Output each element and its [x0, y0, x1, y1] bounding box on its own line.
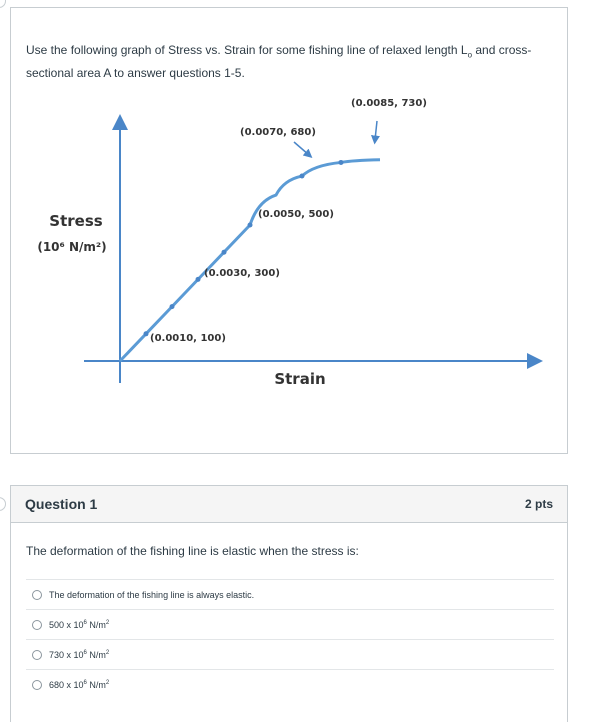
- annotation-label: (0.0085, 730): [351, 98, 427, 109]
- question-header: [11, 486, 567, 523]
- data-point: [222, 250, 227, 255]
- annotation-label: (0.0050, 500): [258, 209, 334, 220]
- y-axis-unit: (10⁶ N/m²): [37, 240, 107, 254]
- data-point: [300, 174, 305, 179]
- intro-text-subscript: o: [467, 50, 473, 60]
- data-point: [248, 223, 253, 228]
- question-points: 2 pts: [524, 497, 553, 511]
- annotation-label: (0.0030, 300): [204, 268, 280, 279]
- answer-label: The deformation of the fishing line is always elastic.: [49, 589, 255, 600]
- answer-option[interactable]: [26, 639, 554, 669]
- annotation-arrow: [375, 121, 377, 140]
- annotation-label: (0.0070, 680): [240, 127, 316, 138]
- question-text: The deformation of the fishing line is elastic when the stress is:: [26, 544, 359, 558]
- intro-text-main: Use the following graph of Stress vs. Strain for some fishing line of relaxed length L: [26, 43, 468, 57]
- answer-label: 500 x $10^6$ $N/m^2$: [49, 619, 110, 630]
- radio-button[interactable]: [32, 680, 42, 690]
- answer-label: 680 x $10^6$ $N/m^2$: [49, 679, 110, 690]
- question-title: Question 1: [25, 496, 98, 512]
- answer-option[interactable]: [26, 579, 554, 609]
- answer-option[interactable]: [26, 669, 554, 699]
- data-point: [339, 160, 344, 165]
- x-axis-label: Strain: [274, 370, 326, 388]
- data-point: [170, 304, 175, 309]
- data-point: [144, 331, 149, 336]
- stress-strain-curve: [120, 160, 380, 361]
- question-card: [10, 485, 568, 722]
- answer-list: [26, 579, 554, 699]
- radio-button[interactable]: [32, 650, 42, 660]
- radio-button[interactable]: [32, 590, 42, 600]
- data-points: [144, 160, 344, 336]
- annotation-arrow: [294, 142, 309, 155]
- data-point: [196, 277, 201, 282]
- answer-option[interactable]: [26, 609, 554, 639]
- radio-button[interactable]: [32, 620, 42, 630]
- question-nav-marker[interactable]: [0, 497, 6, 511]
- answer-label: 730 x $10^6$ $N/m^2$: [49, 649, 110, 660]
- y-axis-label: Stress: [49, 212, 103, 230]
- intro-text-rest: and cross-sectional area A to answer questions 1-5.: [26, 43, 532, 81]
- annotation-label: (0.0010, 100): [150, 333, 226, 344]
